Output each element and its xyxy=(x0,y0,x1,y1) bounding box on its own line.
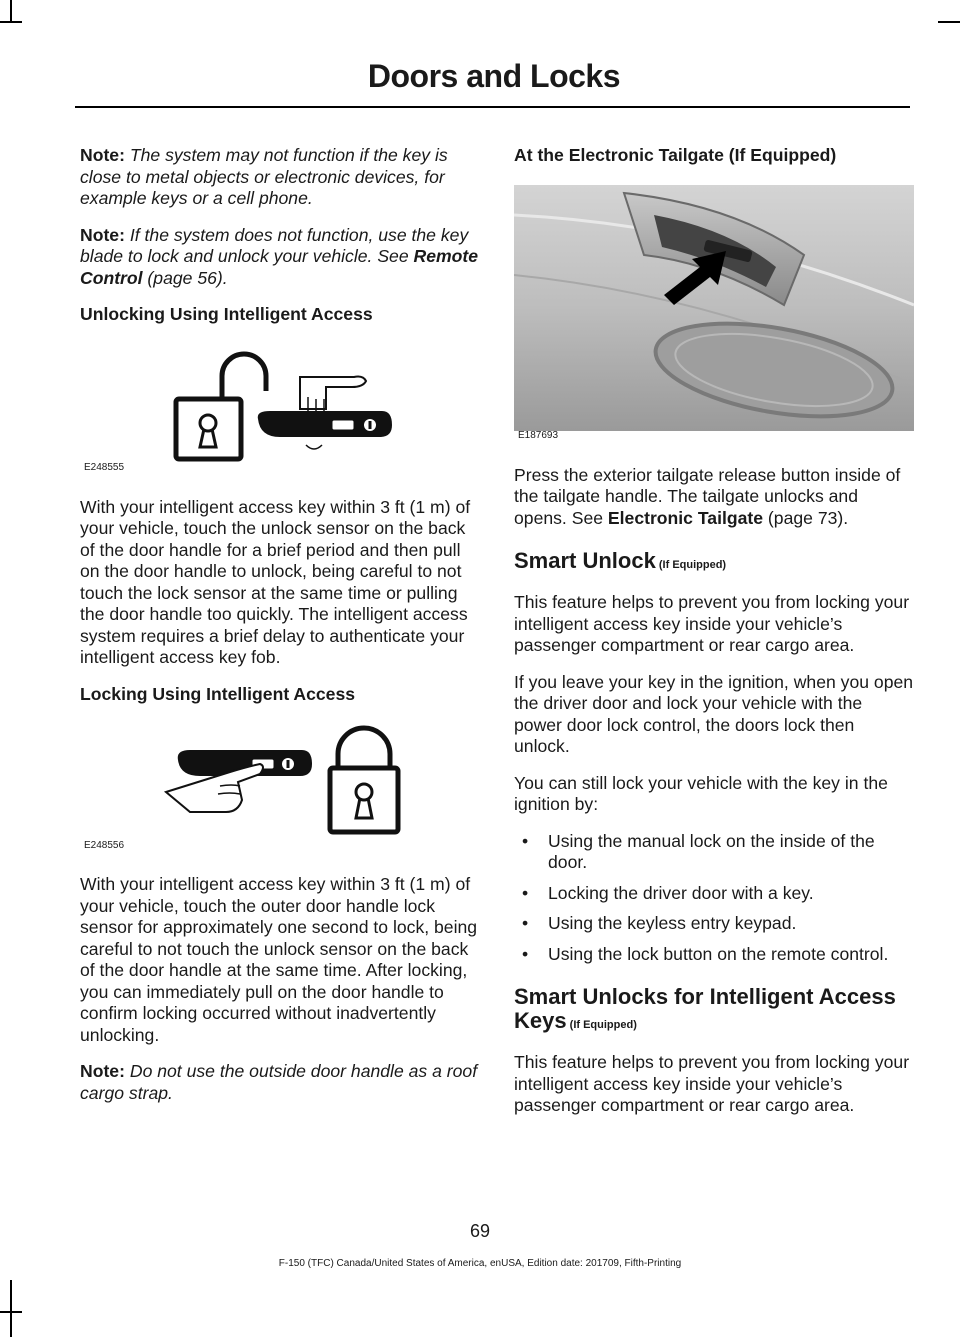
list-item: • Using the lock button on the remote control. xyxy=(522,943,889,964)
body-paragraph: If you leave your key in the ignition, when you open the driver door and lock your vehicle with the power door lock control, the doors lock then unlock. xyxy=(514,671,914,756)
list-item: • Locking the driver door with a key. xyxy=(522,882,814,903)
tailgate-photo-icon xyxy=(514,185,914,431)
crop-mark xyxy=(938,21,960,23)
page-number: 69 xyxy=(469,1221,491,1241)
left-column xyxy=(80,145,480,1119)
crop-mark xyxy=(10,0,12,22)
section-heading: Locking Using Intelligent Access xyxy=(80,683,356,704)
page-title: Doors and Locks xyxy=(367,58,620,94)
tailgate-figure xyxy=(514,185,914,447)
edition-info: F-150 (TFC) Canada/United States of America, enUSA, Edition date: 201709, Fifth-Printing xyxy=(278,1258,682,1269)
unlock-illustration-icon xyxy=(80,341,480,479)
note-paragraph: Note: If the system does not function, use the key blade to lock and unlock your vehicle. See Remote Control (page 56). xyxy=(80,224,479,288)
crop-mark xyxy=(0,21,22,23)
section-heading: At the Electronic Tailgate (If Equipped) xyxy=(514,145,837,165)
section-heading: Unlocking Using Intelligent Access xyxy=(80,304,373,324)
crop-mark xyxy=(0,1311,22,1313)
right-column xyxy=(514,145,914,1132)
header-divider xyxy=(75,106,910,108)
figure-id: E248556 xyxy=(84,839,125,851)
unlock-figure xyxy=(80,341,480,479)
body-paragraph: This feature helps to prevent you from locking your intelligent access key inside your vehicle’s passenger compartment or rear cargo area. xyxy=(514,592,910,655)
note-paragraph: Note: The system may not function if the key is close to metal objects or electronic devices, for example keys or a cell phone. xyxy=(80,145,448,208)
lock-figure xyxy=(80,720,480,856)
section-heading: Smart Unlock (If Equipped) xyxy=(514,548,727,573)
figure-id: E187693 xyxy=(518,430,559,441)
body-paragraph: With your intelligent access key within 3 ft (1 m) of your vehicle, touch the outer door handle lock sensor for approximately one second to lock, being careful to not touch the unlock sensor on the back of the door handle at the same time. After locking, you can immediately pull on the door handle to confirm locking occurred without inadvertently unlocking. xyxy=(80,874,478,1045)
list-item: • Using the manual lock on the inside of the door. xyxy=(522,830,875,872)
body-paragraph: Press the exterior tailgate release button inside of the tailgate handle. The tailgate unlocks and opens. See Electronic Tailgate (page 73). xyxy=(514,464,901,528)
section-heading: Smart Unlocks for Intelligent Access Keys (If Equipped) xyxy=(514,984,896,1033)
note-paragraph: Note: Do not use the outside door handle as a roof cargo strap. xyxy=(80,1061,478,1103)
bullet-list xyxy=(514,831,914,966)
list-item: • Using the keyless entry keypad. xyxy=(522,913,797,933)
crop-mark xyxy=(10,1280,12,1337)
cross-reference-link[interactable]: Electronic Tailgate xyxy=(607,507,764,528)
body-paragraph: With your intelligent access key within 3 ft (1 m) of your vehicle, touch the unlock sensor on the back of the door handle for a brief period and then pull on the door handle to unlock, being careful to not touch the lock sensor at the same time or pulling the door handle too quickly. The intelligent access system requires a brief delay to authenticate your intelligent access key fob. xyxy=(80,496,471,667)
body-paragraph: This feature helps to prevent you from locking your intelligent access key inside your vehicle’s passenger compartment or rear cargo area. xyxy=(514,1052,910,1115)
figure-id: E248555 xyxy=(84,462,125,473)
lock-illustration-icon xyxy=(80,720,480,856)
body-paragraph: You can still lock your vehicle with the key in the ignition by: xyxy=(514,772,888,814)
cross-reference-link[interactable]: Remote Control xyxy=(80,246,479,288)
